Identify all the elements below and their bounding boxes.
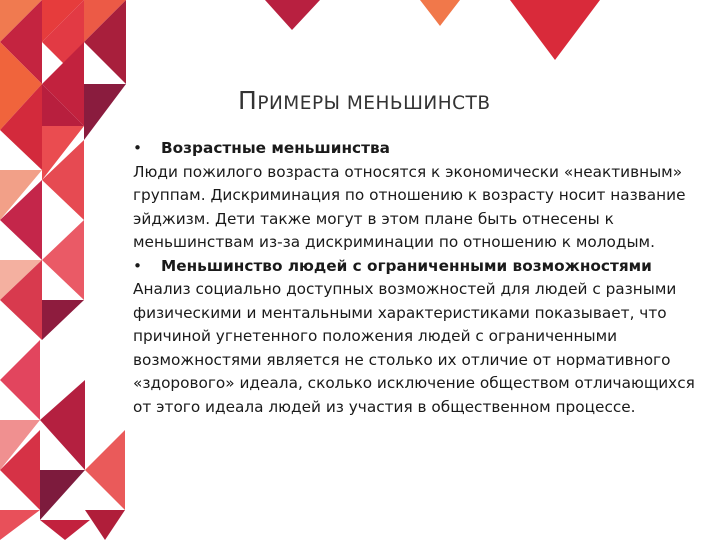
bullet-disability-minorities (133, 255, 705, 279)
bullet-dot: • (133, 139, 143, 157)
bullet-dot: • (133, 256, 143, 275)
slide-title (238, 86, 491, 115)
slide-title-initial: П (238, 86, 258, 115)
paragraph-disability-minorities: Анализ социально доступных возможностей для людей с разными физическими и ментальными характеристиками показывает, что причиной угнетенного положения людей с ограниченными возможностями является не столько их отличие от нормативного «здорового» идеала, сколько исключение обществом отличающихся от этого идеала людей из участия в общественном процессе. (133, 280, 695, 416)
slide-body (133, 137, 705, 419)
bullet-text: Возрастные меньшинства (161, 139, 390, 157)
paragraph-age-minorities: Люди пожилого возраста относятся к экономически «неактивным» группам. Дискриминация по отношению к возрасту носит название эйджизм. Дети также могут в этом плане быть отнесены к меньшинствам из-за дискриминации по отношению к молодым. (133, 162, 686, 251)
bullet-text: Меньшинство людей с ограниченными возможностями (161, 256, 652, 275)
slide-title-rest: РИМЕРЫ МЕНЬШИНСТВ (257, 93, 491, 114)
bullet-age-minorities (133, 137, 705, 161)
